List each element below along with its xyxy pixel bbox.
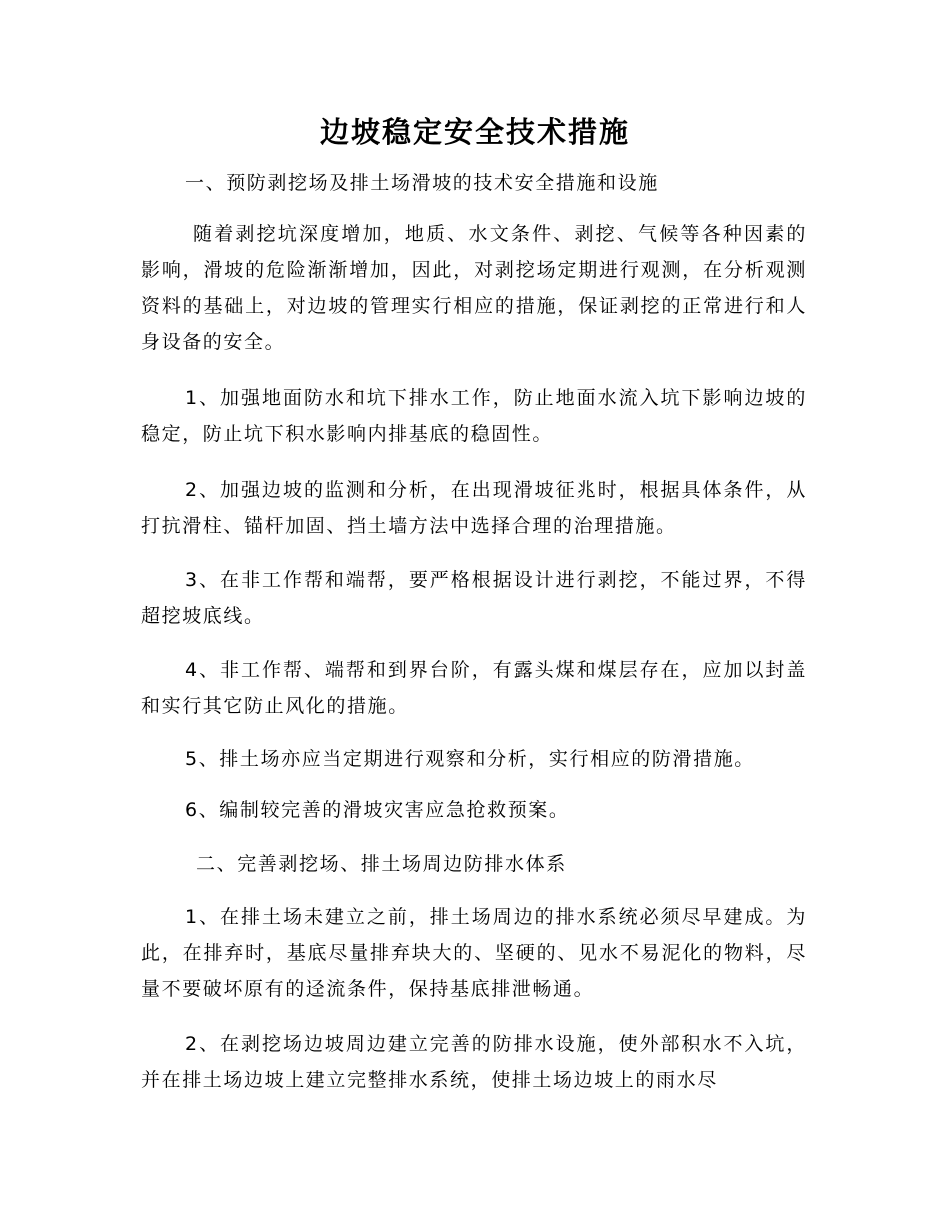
intro-paragraph: 随着剥挖坑深度增加，地质、水文条件、剥挖、气候等各种因素的影响，滑坡的危险渐渐增加，因此，对剥挖场定期进行观测，在分析观测资料的基础上，对边坡的管理实行相应的措施，保证剥挖的正常进行和人身设备的安全。 [141, 223, 807, 353]
item2-paragraph: 2、加强边坡的监测和分析，在出现滑坡征兆时，根据具体条件，从打抗滑柱、锚杆加固、挡土墙方法中选择合理的治理措施。 [141, 479, 807, 537]
section2-item1-paragraph: 1、在排土场未建立之前，排土场周边的排水系统必须尽早建成。为此，在排弃时，基底尽量排弃块大的、坚硬的、见水不易泥化的物料，尽量不要破坏原有的迳流条件，保持基底排泄畅通。 [141, 906, 807, 1000]
section1-heading: 一、预防剥挖场及排土场滑坡的技术安全措施和设施 [185, 172, 659, 194]
section2-item2-paragraph: 2、在剥挖场边坡周边建立完善的防排水设施，使外部积水不入坑，并在排土场边坡上建立完整排水系统，使排土场边坡上的雨水尽 [141, 1033, 807, 1091]
section2-heading: 二、完善剥挖场、排土场周边防排水体系 [196, 853, 567, 875]
item6-paragraph: 6、编制较完善的滑坡灾害应急抢救预案。 [185, 799, 570, 821]
item4-paragraph: 4、非工作帮、端帮和到界台阶，有露头煤和煤层存在，应加以封盖和实行其它防止风化的措施。 [141, 659, 807, 717]
item1-paragraph: 1、加强地面防水和坑下排水工作，防止地面水流入坑下影响边坡的稳定，防止坑下积水影响内排基底的稳固性。 [141, 387, 807, 445]
document-title: 边坡稳定安全技术措施 [319, 115, 630, 149]
item3-paragraph: 3、在非工作帮和端帮，要严格根据设计进行剥挖，不能过界，不得超挖坡底线。 [141, 569, 807, 627]
item5-paragraph: 5、排土场亦应当定期进行观察和分析，实行相应的防滑措施。 [185, 748, 755, 770]
